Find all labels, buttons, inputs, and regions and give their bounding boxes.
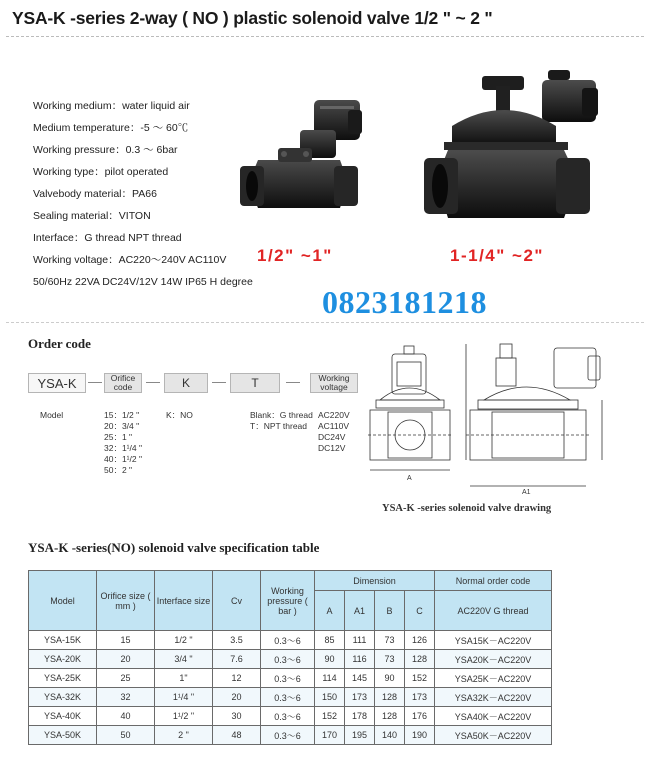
table-cell: YSA-40K: [29, 707, 97, 726]
orifice-list: [104, 410, 142, 476]
table-cell: YSA-20K: [29, 650, 97, 669]
table-cell: YSA20K－AC220V: [435, 650, 552, 669]
table-cell: 173: [405, 688, 435, 707]
table-cell: 90: [375, 669, 405, 688]
table-cell: 145: [345, 669, 375, 688]
table-row: [29, 707, 552, 726]
orifice-option: 50：2 ": [104, 465, 133, 475]
table-cell: YSA15K－AC220V: [435, 631, 552, 650]
orifice-option: 25：1 ": [104, 432, 133, 442]
voltage-list: [318, 410, 350, 454]
header-orifice: Orifice size ( mm ): [97, 571, 155, 631]
spec-working-voltage: Working voltage：AC220～240V AC110V: [33, 254, 227, 266]
order-dash: [146, 382, 160, 383]
table-cell: 50: [97, 726, 155, 745]
table-cell: 2 ": [155, 726, 213, 745]
table-cell: YSA-32K: [29, 688, 97, 707]
table-row: [29, 669, 552, 688]
order-model-caption: Model: [40, 410, 64, 420]
table-cell: 152: [405, 669, 435, 688]
header-model: Model: [29, 571, 97, 631]
table-cell: YSA25K－AC220V: [435, 669, 552, 688]
spec-valvebody-material: Valvebody material：PA66: [33, 188, 157, 200]
table-cell: 176: [405, 707, 435, 726]
table-cell: 1/2 ": [155, 631, 213, 650]
table-cell: 73: [375, 650, 405, 669]
order-t-box: T: [230, 373, 280, 393]
small-size-label: 1/2" ~1": [257, 246, 333, 265]
table-cell: 40: [97, 707, 155, 726]
orifice-option: 20：3/4 ": [104, 421, 140, 431]
order-orifice-label: Orifice code: [110, 373, 136, 392]
table-cell: 190: [405, 726, 435, 745]
drawing-caption: YSA-K -series solenoid valve drawing: [382, 503, 552, 514]
table-cell: 30: [213, 707, 261, 726]
table-cell: 73: [375, 631, 405, 650]
dimension-a-label: A: [407, 475, 412, 482]
table-cell: 0.3～6: [261, 631, 315, 650]
table-cell: 1": [155, 669, 213, 688]
voltage-option: DC24V: [318, 432, 346, 442]
table-cell: 0.3～6: [261, 650, 315, 669]
table-cell: 0.3～6: [261, 707, 315, 726]
dimension-a1-label: A1: [522, 489, 531, 496]
table-cell: 0.3～6: [261, 688, 315, 707]
spec-working-medium: Working medium：water liquid air: [33, 100, 190, 112]
table-cell: 111: [345, 631, 375, 650]
large-valve-image: [422, 68, 622, 238]
large-size-label: 1-1/4" ~2": [450, 246, 544, 265]
table-cell: 150: [315, 688, 345, 707]
table-cell: 20: [213, 688, 261, 707]
header-pressure: Working pressure ( bar ): [261, 571, 315, 631]
header-dim-b: B: [375, 591, 405, 631]
phone-number: 0823181218: [322, 284, 487, 320]
table-row: [29, 688, 552, 707]
section-divider: [6, 322, 644, 323]
header-order-sub: AC220V G thread: [435, 591, 552, 631]
order-model-box: YSA-K: [28, 373, 86, 393]
small-valve-image: [236, 92, 366, 232]
table-cell: 85: [315, 631, 345, 650]
table-cell: 170: [315, 726, 345, 745]
table-cell: 128: [375, 707, 405, 726]
table-cell: 32: [97, 688, 155, 707]
header-interface: Interface size: [155, 571, 213, 631]
table-cell: 195: [345, 726, 375, 745]
header-cv: Cv: [213, 571, 261, 631]
order-k-box: K: [164, 373, 208, 393]
table-cell: YSA-25K: [29, 669, 97, 688]
order-k-caption: K：NO: [166, 410, 193, 420]
table-cell: 140: [375, 726, 405, 745]
table-cell: 1¹/2 ": [155, 707, 213, 726]
table-cell: 25: [97, 669, 155, 688]
table-cell: 12: [213, 669, 261, 688]
voltage-option: AC220V: [318, 410, 350, 420]
header-dimension: Dimension: [315, 571, 435, 591]
header-order-code: Normal order code: [435, 571, 552, 591]
order-orifice-box: [104, 373, 142, 393]
table-cell: YSA40K－AC220V: [435, 707, 552, 726]
table-row: [29, 726, 552, 745]
table-cell: 126: [405, 631, 435, 650]
table-cell: 0.3～6: [261, 669, 315, 688]
valve-drawing: [366, 340, 636, 503]
orifice-option: 32：1¹/4 ": [104, 443, 142, 453]
table-cell: 152: [315, 707, 345, 726]
table-cell: YSA-50K: [29, 726, 97, 745]
table-cell: 48: [213, 726, 261, 745]
table-cell: 128: [375, 688, 405, 707]
voltage-option: AC110V: [318, 421, 350, 431]
page-title: YSA-K -series 2-way ( NO ) plastic solenoid valve 1/2 " ~ 2 ": [12, 8, 493, 28]
table-cell: 116: [345, 650, 375, 669]
table-cell: YSA-15K: [29, 631, 97, 650]
table-row: [29, 650, 552, 669]
order-dash: [88, 382, 102, 383]
spec-sealing-material: Sealing material：VITON: [33, 210, 151, 222]
table-cell: 3/4 ": [155, 650, 213, 669]
order-dash: [212, 382, 226, 383]
table-row: [29, 631, 552, 650]
table-cell: 178: [345, 707, 375, 726]
spec-table-title: YSA-K -series(NO) solenoid valve specification table: [28, 540, 320, 555]
table-cell: 0.3～6: [261, 726, 315, 745]
voltage-option: DC12V: [318, 443, 346, 453]
order-voltage-label: Working voltage: [318, 373, 350, 392]
header-dim-a1: A1: [345, 591, 375, 631]
spec-medium-temperature: Medium temperature：-5 ～ 60℃: [33, 122, 189, 134]
thread-option: Blank：G thread: [250, 410, 313, 420]
order-code-title: Order code: [28, 336, 91, 351]
orifice-option: 40：1¹/2 ": [104, 454, 142, 464]
table-cell: 1¹/4 ": [155, 688, 213, 707]
title-divider: [6, 36, 644, 37]
order-dash: [286, 382, 300, 383]
table-cell: 20: [97, 650, 155, 669]
table-cell: 128: [405, 650, 435, 669]
spec-working-type: Working type：pilot operated: [33, 166, 169, 178]
thread-list: [250, 410, 313, 432]
table-cell: 114: [315, 669, 345, 688]
table-cell: 15: [97, 631, 155, 650]
table-cell: 90: [315, 650, 345, 669]
table-cell: 3.5: [213, 631, 261, 650]
spec-power: 50/60Hz 22VA DC24V/12V 14W IP65 H degree: [33, 276, 253, 288]
spec-interface: Interface：G thread NPT thread: [33, 232, 182, 244]
spec-working-pressure: Working pressure：0.3 ～ 6bar: [33, 144, 178, 156]
thread-option: T：NPT thread: [250, 421, 308, 431]
spec-table: [28, 570, 552, 745]
table-cell: 173: [345, 688, 375, 707]
orifice-option: 15：1/2 ": [104, 410, 140, 420]
table-cell: YSA50K－AC220V: [435, 726, 552, 745]
table-cell: 7.6: [213, 650, 261, 669]
order-voltage-box: [310, 373, 358, 393]
header-dim-a: A: [315, 591, 345, 631]
header-dim-c: C: [405, 591, 435, 631]
table-cell: YSA32K－AC220V: [435, 688, 552, 707]
